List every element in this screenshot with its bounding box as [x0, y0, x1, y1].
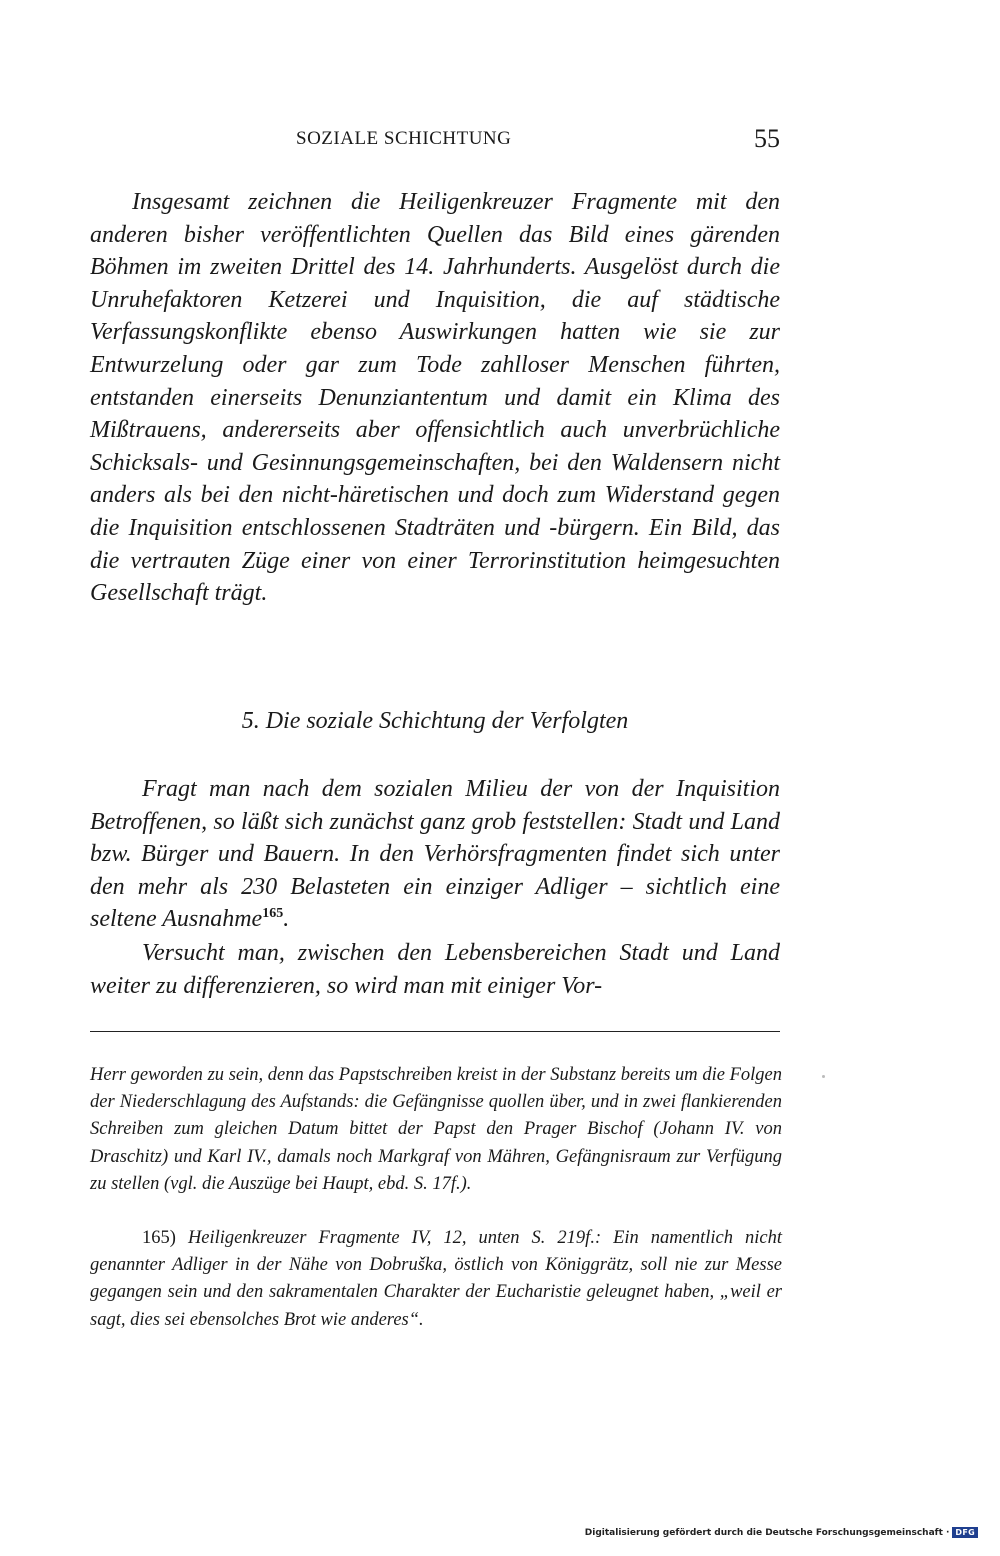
scan-speck	[822, 1075, 825, 1078]
digitization-credit	[585, 1527, 978, 1538]
paragraph-2-text: Fragt man nach dem sozialen Milieu der von der Inquisition Betroffenen, so läßt sich zunächst ganz grob feststellen: Stadt und Land bzw. Bürger und Bauern. In den Verhörsfragmenten findet sich unter den mehr als 230 Belasteten ein einziger Adliger – sichtlich eine seltene Ausnahme	[90, 776, 780, 933]
footnote-165-number: 165)	[142, 1228, 176, 1248]
paragraph-2-end: .	[283, 906, 290, 933]
body-paragraph-2	[90, 773, 780, 936]
footnote-165-text: Heiligenkreuzer Fragmente IV, 12, unten S. 219f.: Ein namentlich nicht genannter Adliger in der Nähe von Dobruška, östlich von Königgrätz, soll nie zur Messe gegangen sein und den sakramentalen Charakter der Eucharistie geleugnet haben, „weil er sagt, dies sei ebensolches Brot wie anderes“.	[90, 1228, 782, 1330]
credit-text: Digitalisierung gefördert durch die Deutsche Forschungsgemeinschaft ·	[584, 1527, 950, 1538]
footnote-divider	[90, 1031, 780, 1032]
footnote-continuation: Herr geworden zu sein, denn das Papstschreiben kreist in der Substanz bereits um die Folgen der Niederschlagung des Aufstands: die Gefängnisse quollen über, und in zwei flankierenden Schreiben zum gleichen Datum bittet der Papst den Prager Bischof (Johann IV. von Draschitz) und Karl IV., damals noch Markgraf von Mähren, Gefängnisraum zur Verfügung zu stellen (vgl. die Auszüge bei Haupt, ebd. S. 17f.).	[90, 1065, 782, 1194]
section-heading: 5. Die soziale Schichtung der Verfolgten	[241, 708, 629, 734]
body-paragraph-1: Insgesamt zeichnen die Heiligenkreuzer Fragmente mit den anderen bisher veröffentlichten Quellen das Bild eines gärenden Böhmen im zweiten Drittel des 14. Jahrhunderts. Ausgelöst durch die Unruhefaktoren Ketzerei und Inquisition, die auf städtische Verfassungskonflikte ebenso Auswirkungen hatten wie sie zur Entwurzelung oder gar zum Tode zahlloser Menschen führten, entstanden einerseits Denunziantentum und damit ein Klima des Mißtrauens, andererseits aber offensichtlich auch unverbrüchliche Schicksals- und Gesinnungsgemeinschaften, bei den Waldensern nicht anders als bei den nicht-häretischen und doch zum Widerstand gegen die Inquisition entschlossenen Stadträten und -bürgern. Ein Bild, das die vertrauten Züge einer von einer Terrorinstitution heimgesuchten Gesellschaft trägt.	[90, 189, 780, 607]
footnote-165	[90, 1225, 782, 1334]
running-title: SOZIALE SCHICHTUNG	[296, 128, 512, 149]
running-head	[90, 124, 780, 158]
body-paragraph-3: Versucht man, zwischen den Lebensbereichen Stadt und Land weiter zu differenzieren, so wird man mit einiger Vor-	[90, 940, 780, 999]
dfg-logo: DFG	[952, 1527, 978, 1538]
footnote-reference-165[interactable]: 165	[262, 906, 284, 922]
page-number: 55	[754, 124, 780, 153]
